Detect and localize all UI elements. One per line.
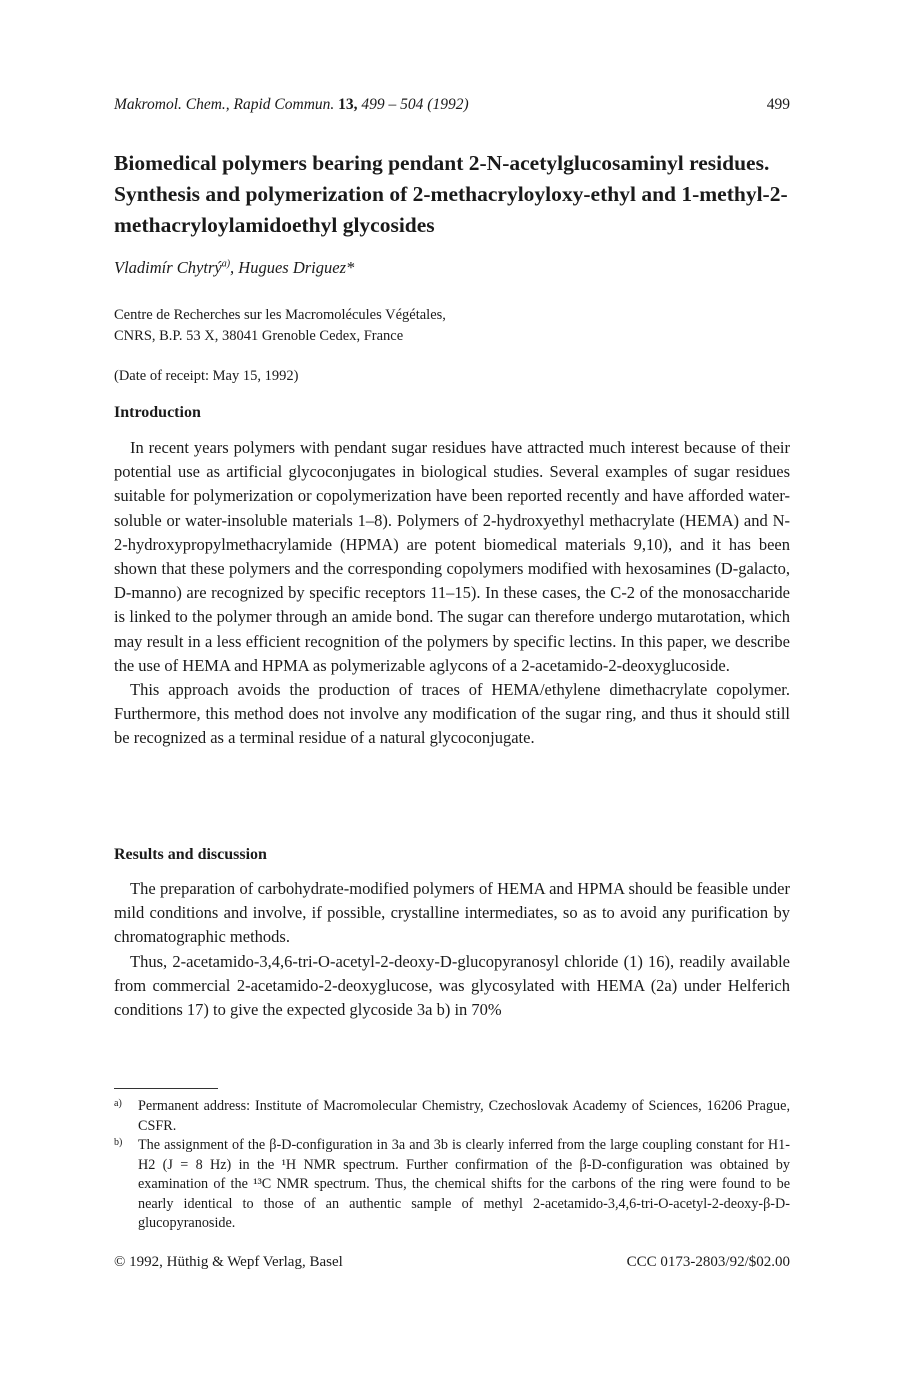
affiliation-line: CNRS, B.P. 53 X, 38041 Grenoble Cedex, France bbox=[114, 328, 404, 344]
ccc-code: CCC 0173-2803/92/$02.00 bbox=[626, 1254, 790, 1270]
author-name: Vladimír Chytrý bbox=[114, 258, 222, 277]
running-header bbox=[114, 96, 790, 114]
footnote-text: Permanent address: Institute of Macromolecular Chemistry, Czechoslovak Academy of Sciences, 16206 Prague, CSFR. bbox=[138, 1098, 790, 1134]
page-number: 499 bbox=[766, 96, 790, 113]
journal-name: Makromol. Chem., Rapid Commun. bbox=[114, 96, 335, 113]
paragraph: The preparation of carbohydrate-modified polymers of HEMA and HPMA should be feasible under mild conditions and involve, if possible, crystalline intermediates, so as to avoid any purification by chromatographic methods. bbox=[114, 879, 790, 947]
footnotes bbox=[114, 1097, 790, 1234]
footnote bbox=[114, 1136, 790, 1234]
paragraph: In recent years polymers with pendant sugar residues have attracted much interest because of their potential use as artificial glycoconjugates in biological studies. Several examples of sugar residues suitable for polymerization or copolymerization have been reported recently and have afforded water-soluble or water-insoluble materials 1–8). Polymers of 2-hydroxyethyl methacrylate (HEMA) and N-2-hydroxypropylmethacrylamide (HPMA) are potent biomedical materials 9,10), and it has been shown that these polymers and the corresponding copolymers modified with hexosamines (D-galacto, D-manno) are recognized by specific receptors 11–15). In these cases, the C-2 of the monosaccharide is linked to the polymer through an amide bond. The sugar can therefore undergo mutarotation, which may result in a less efficient recognition of the polymers by specific lectins. In this paper, we describe the use of HEMA and HPMA as polymerizable aglycons of a 2-acetamido-2-deoxyglucoside. bbox=[114, 438, 790, 675]
footnote-mark: b) bbox=[114, 1137, 123, 1148]
introduction-body bbox=[114, 436, 790, 751]
receipt-date: (Date of receipt: May 15, 1992) bbox=[114, 368, 299, 384]
footnote-divider bbox=[114, 1088, 218, 1089]
author-footnote-mark: a) bbox=[221, 258, 231, 270]
footnote-text: The assignment of the β-D-configuration in 3a and 3b is clearly inferred from the large coupling constant for H1-H2 (J = 8 Hz) in the ¹H NMR spectrum. Further confirmation of the β-D-configuration was obtained by examination of the ¹³C NMR spectrum. Thus, the chemical shifts for the carbons of the ring were found to be nearly identical to those of an authentic sample of methyl 2-acetamido-3,4,6-tri-O-acetyl-2-deoxy-β-D-glucopyranoside. bbox=[138, 1137, 790, 1231]
section-heading-results: Results and discussion bbox=[114, 846, 267, 863]
paragraph: This approach avoids the production of traces of HEMA/ethylene dimethacrylate copolymer. Furthermore, this method does not involve any modification of the sugar ring, and thus it should still be recognized as a terminal residue of a natural glycoconjugate. bbox=[114, 680, 790, 748]
paper-title: Biomedical polymers bearing pendant 2-N-acetylglucosaminyl residues. Synthesis and polymerization of 2-methacryloyloxy-ethyl and 1-methyl-2-methacryloylamidoethyl glycosides bbox=[114, 151, 788, 237]
author-name: , Hugues Driguez* bbox=[230, 258, 355, 277]
copyright-notice: © 1992, Hüthig & Wepf Verlag, Basel bbox=[114, 1254, 343, 1270]
results-body bbox=[114, 877, 790, 1022]
author-list bbox=[114, 258, 354, 278]
journal-volume: 13, bbox=[338, 96, 358, 113]
page-footer bbox=[114, 1254, 790, 1271]
footnote bbox=[114, 1097, 790, 1136]
journal-citation bbox=[114, 96, 469, 114]
paragraph: Thus, 2-acetamido-3,4,6-tri-O-acetyl-2-deoxy-D-glucopyranosyl chloride (1) 16), readily available from commercial 2-acetamido-2-deoxyglucose, was glycosylated with HEMA (2a) under Helferich conditions 17) to give the expected glycoside 3a b) in 70% bbox=[114, 951, 790, 1020]
affiliation bbox=[114, 305, 446, 347]
section-heading-introduction: Introduction bbox=[114, 404, 201, 421]
footnote-mark: a) bbox=[114, 1098, 122, 1109]
affiliation-line: Centre de Recherches sur les Macromolécules Végétales, bbox=[114, 307, 446, 323]
journal-pages: 499 – 504 (1992) bbox=[361, 96, 469, 113]
